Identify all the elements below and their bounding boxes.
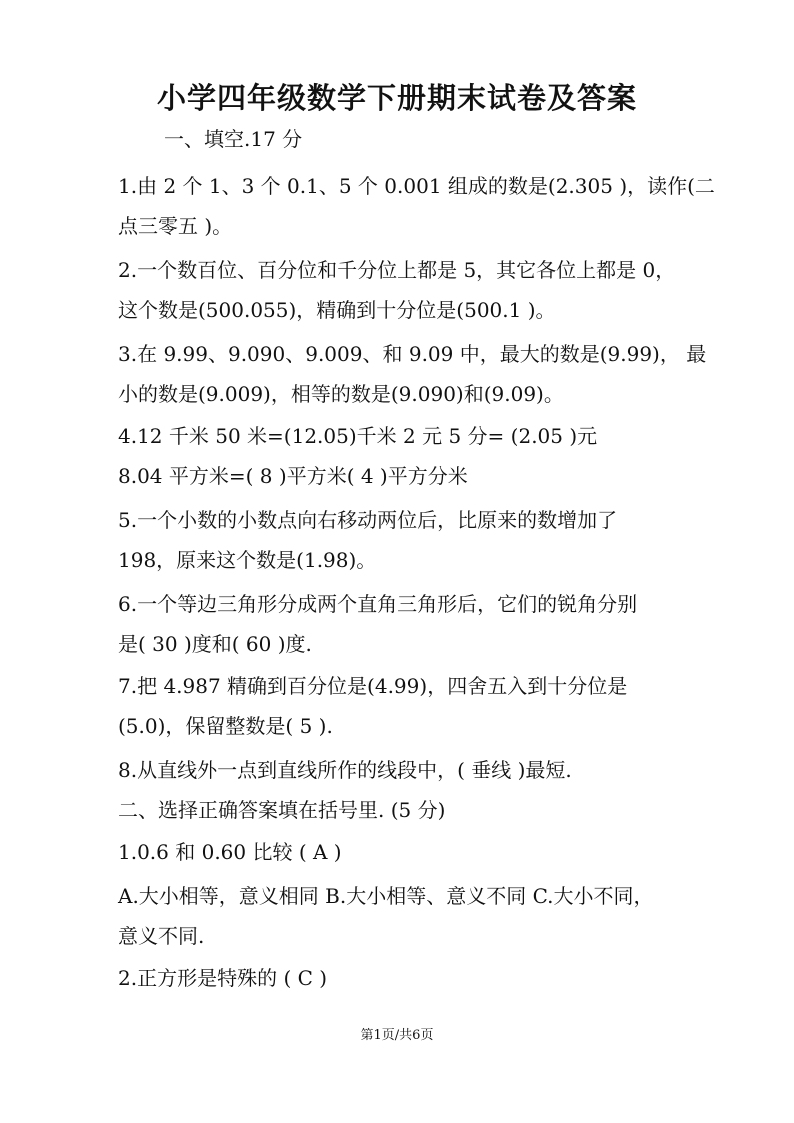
question-line: 点三零五 )。	[118, 214, 233, 238]
answer-options-line: A.大小相等，意义相同 B.大小相等、意义不同 C.大小不同，	[118, 884, 654, 908]
question-line: 1.由 2 个 1、3 个 0.1、5 个 0.001 组成的数是(2.305 )，读作(二	[118, 174, 715, 198]
question-line: 6.一个等边三角形分成两个直角三角形后，它们的锐角分别	[118, 592, 638, 616]
question-line: 这个数是(500.055)，精确到十分位是(500.1 )。	[118, 298, 556, 322]
question-line: 小的数是(9.009)，相等的数是(9.090)和(9.09)。	[118, 382, 564, 406]
question-line: 7.把 4.987 精确到百分位是(4.99)，四舍五入到十分位是	[118, 674, 628, 698]
question-line: 198，原来这个数是(1.98)。	[118, 548, 377, 572]
question-line: 1.0.6 和 0.60 比较 ( A )	[118, 840, 342, 864]
question-line: 8.从直线外一点到直线所作的线段中，( 垂线 )最短.	[118, 758, 572, 782]
question-line: 4.12 千米 50 米=(12.05)千米 2 元 5 分= (2.05 )元	[118, 424, 598, 448]
question-line: 2.正方形是特殊的 ( C )	[118, 966, 328, 990]
section-heading-multiple-choice: 二、选择正确答案填在括号里. (5 分)	[118, 798, 446, 822]
question-line: 2.一个数百位、百分位和千分位上都是 5，其它各位上都是 0，	[118, 258, 676, 282]
section-heading-fill-blank: 一、填空.17 分	[164, 127, 303, 151]
question-line: 8.04 平方米=( 8 )平方米( 4 )平方分米	[118, 464, 468, 488]
question-line: 是( 30 )度和( 60 )度.	[118, 632, 312, 656]
question-line: (5.0)，保留整数是( 5 ).	[118, 714, 333, 738]
question-line: 3.在 9.99、9.090、9.009、和 9.09 中，最大的数是(9.99)， 最	[118, 342, 707, 366]
page-number: 第1页/共6页	[360, 1028, 434, 1043]
document-title: 小学四年级数学下册期末试卷及答案	[156, 81, 637, 115]
question-line: 5.一个小数的小数点向右移动两位后，比原来的数增加了	[118, 508, 618, 532]
answer-options-line: 意义不同.	[118, 924, 205, 948]
